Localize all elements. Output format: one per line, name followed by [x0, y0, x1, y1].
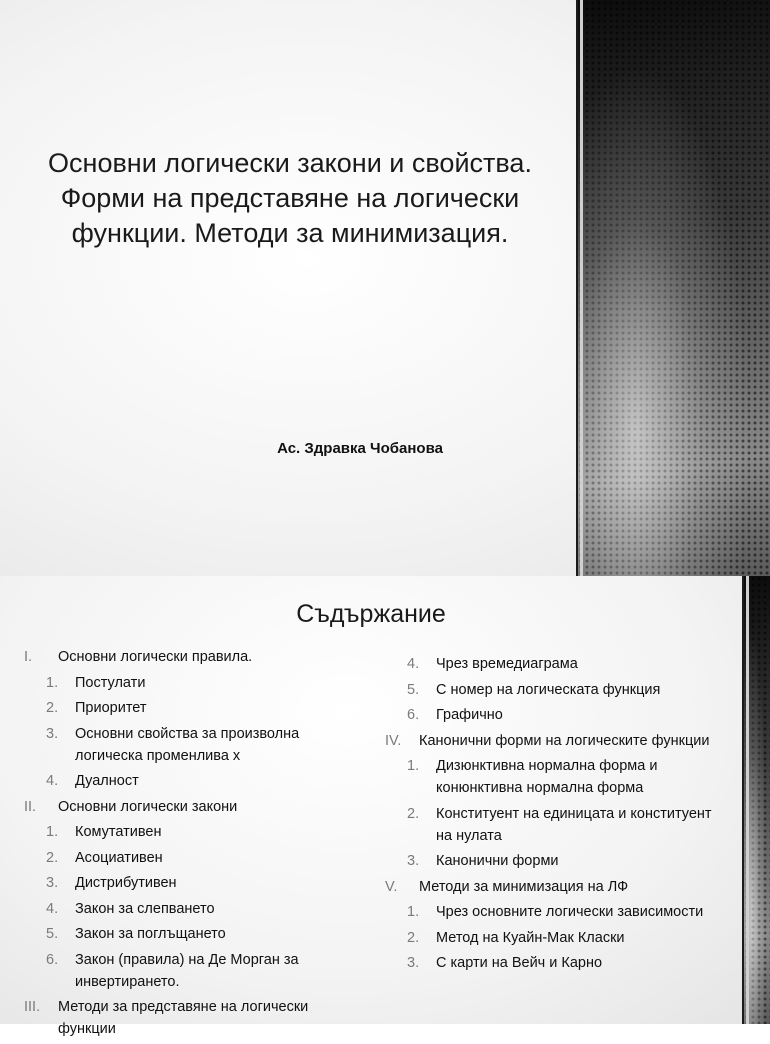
contents-item-number: 1. [46, 674, 59, 691]
contents-item-text: Чрез времедиаграма [436, 656, 578, 672]
author-name: Ас. Здравка Чобанова [277, 440, 443, 457]
contents-item [385, 927, 720, 949]
contents-item-text: Постулати [75, 674, 146, 691]
contents-item [24, 898, 359, 920]
contents-item [24, 872, 359, 894]
contents-item-text: С карти на Вейч и Карно [436, 955, 603, 971]
contents-title: Съдържание [296, 600, 446, 628]
decorative-band [742, 576, 770, 1024]
contents-item-number: 3. [407, 955, 420, 971]
contents-item [385, 704, 720, 726]
contents-item-text: Чрез основните логически зависимости [436, 904, 704, 920]
contents-item [385, 901, 720, 923]
contents-item-number: 6. [407, 707, 420, 723]
contents-item-text: Основни логически правила. [58, 649, 253, 665]
contents-item-number: 3. [46, 875, 59, 891]
contents-item-text: Метод на Куайн-Мак Класки [436, 929, 625, 946]
contents-item-number: 1. [46, 824, 59, 840]
contents-item-number: V. [385, 878, 398, 895]
contents-right-column [385, 653, 720, 978]
contents-item-text: Канонични форми [436, 853, 559, 869]
contents-item [385, 730, 720, 752]
contents-item-number: II. [24, 798, 37, 815]
contents-item [385, 755, 720, 799]
contents-item-number: 2. [46, 700, 59, 716]
contents-item [385, 803, 720, 847]
contents-item-number: IV. [385, 732, 402, 749]
contents-slide [0, 576, 768, 1037]
contents-item [24, 796, 359, 818]
contents-item-number: 5. [46, 926, 59, 942]
contents-item-text: Методи за представяне на логически функции [58, 999, 309, 1037]
contents-item-number: 3. [46, 725, 59, 742]
contents-item-text: Асоциативен [75, 849, 163, 866]
contents-item-text: Основни логически закони [58, 798, 238, 815]
decorative-band [576, 0, 770, 576]
contents-item [385, 876, 720, 898]
contents-item [385, 679, 720, 701]
contents-item-number: 6. [46, 951, 59, 968]
contents-item [24, 923, 359, 945]
contents-item-text: Конституент на единицата и конституент на нулата [436, 805, 712, 844]
contents-item-text: Дуалност [75, 773, 139, 789]
contents-item-text: Канонични форми на логическите функции [419, 732, 710, 749]
contents-item [24, 646, 359, 668]
contents-item-number: 2. [46, 849, 59, 866]
contents-item-text: Закон за поглъщането [75, 926, 226, 942]
contents-item-text: Основни свойства за произволна логическа променлива x [75, 725, 300, 764]
contents-item [24, 996, 359, 1040]
contents-item [24, 770, 359, 792]
contents-item-text: Графично [436, 707, 503, 723]
contents-item-number: 4. [46, 773, 59, 789]
contents-item-text: С номер на логическата функция [436, 681, 661, 698]
contents-item-number: III. [24, 999, 41, 1015]
contents-item [24, 821, 359, 843]
contents-item-number: 1. [407, 758, 420, 774]
contents-item [24, 847, 359, 869]
contents-item [385, 952, 720, 974]
contents-item-number: 3. [407, 853, 420, 869]
contents-item-number: I. [24, 649, 33, 665]
contents-item-text: Дистрибутивен [75, 875, 177, 891]
contents-item [24, 672, 359, 694]
contents-item [24, 949, 359, 993]
contents-item-number: 2. [407, 929, 420, 946]
contents-item [24, 697, 359, 719]
contents-item-text: Дизюнктивна нормална форма и конюнктивна нормална форма [436, 758, 658, 796]
contents-item-text: Комутативен [75, 824, 162, 840]
contents-item [385, 850, 720, 872]
contents-item [385, 653, 720, 675]
contents-item-text: Закон за слепването [75, 900, 215, 917]
contents-item-text: Приоритет [75, 700, 147, 716]
contents-item-number: 1. [407, 904, 420, 920]
contents-item [24, 723, 359, 767]
contents-item-number: 2. [407, 805, 420, 822]
contents-item-number: 5. [407, 681, 420, 698]
contents-item-number: 4. [46, 900, 59, 917]
contents-left-column [24, 646, 359, 1044]
contents-item-text: Методи за минимизация на ЛФ [419, 878, 629, 895]
slide-title: Основни логически закони и свойства. Форми на представяне на логически функции. Методи за минимизация. [48, 148, 532, 248]
contents-item-number: 4. [407, 656, 420, 672]
contents-item-text: Закон (правила) на Де Морган за инвертирането. [75, 951, 299, 990]
